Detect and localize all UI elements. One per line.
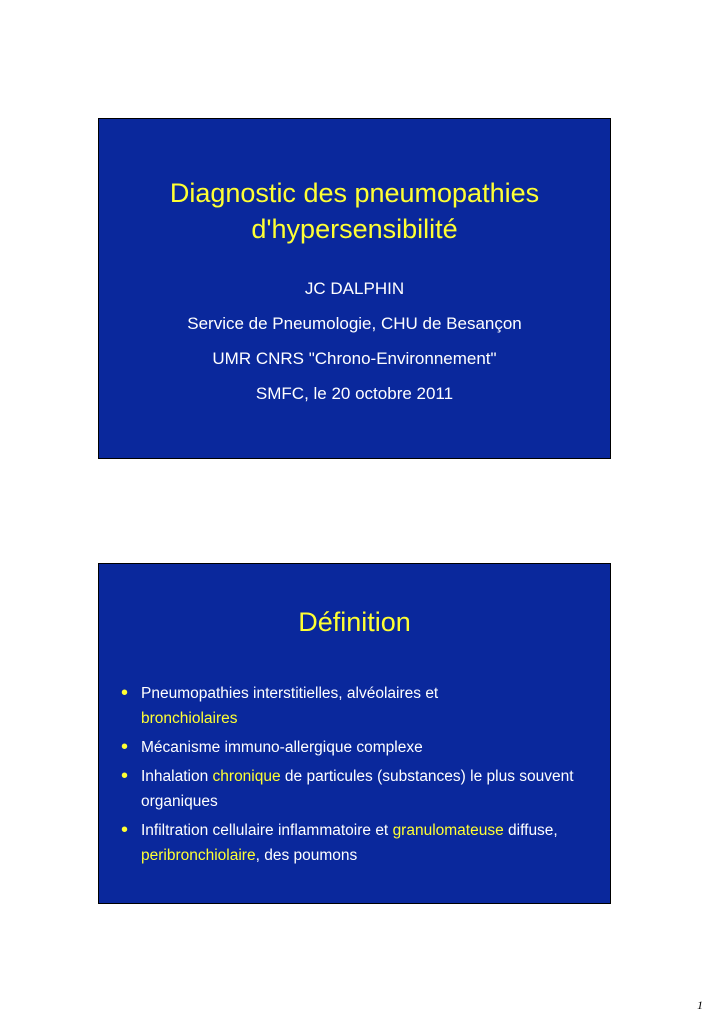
bullet-highlight: bronchiolaires xyxy=(141,710,238,727)
bullet-text: Inhalation xyxy=(141,768,213,785)
bullet-dot-icon: • xyxy=(121,765,129,787)
bullet-list xyxy=(121,681,580,872)
title-line-1: Diagnostic des pneumopathies xyxy=(169,178,540,208)
title-line-2: d'hypersensibilité xyxy=(251,214,458,244)
bullet-highlight: granulomateuse xyxy=(392,822,504,839)
slide-definition xyxy=(98,563,611,904)
bullet-item xyxy=(121,681,580,731)
bullet-dot-icon: • xyxy=(121,736,129,758)
bullet-dot-icon: • xyxy=(121,819,129,841)
bullet-item xyxy=(121,735,580,760)
author-line: JC DALPHIN xyxy=(304,279,405,298)
slide-title xyxy=(98,118,611,459)
bullet-item xyxy=(121,764,580,814)
definition-heading: Définition xyxy=(298,607,411,637)
bullet-highlight: peribronchiolaire xyxy=(141,847,256,864)
bullet-text: Pneumopathies interstitielles, alvéolaires et xyxy=(141,685,439,702)
bullet-text: diffuse, xyxy=(503,822,558,839)
lab-line: UMR CNRS "Chrono-Environnement" xyxy=(212,349,497,368)
bullet-text: , des poumons xyxy=(255,847,358,864)
slide-title-heading xyxy=(99,175,610,247)
bullet-highlight: chronique xyxy=(212,768,281,785)
bullet-dot-icon: • xyxy=(121,682,129,704)
bullet-text: Infiltration cellulaire inflammatoire et xyxy=(141,822,393,839)
bullet-item xyxy=(121,818,580,868)
bullet-text: de particules (substances) le plus souvent organiques xyxy=(141,768,574,810)
event-line: SMFC, le 20 octobre 2011 xyxy=(255,384,454,403)
department-line: Service de Pneumologie, CHU de Besançon xyxy=(187,314,522,333)
bullet-text: Mécanisme immuno-allergique complexe xyxy=(141,739,423,756)
subtitle-block xyxy=(99,279,610,419)
page-number: 1 xyxy=(697,998,703,1012)
